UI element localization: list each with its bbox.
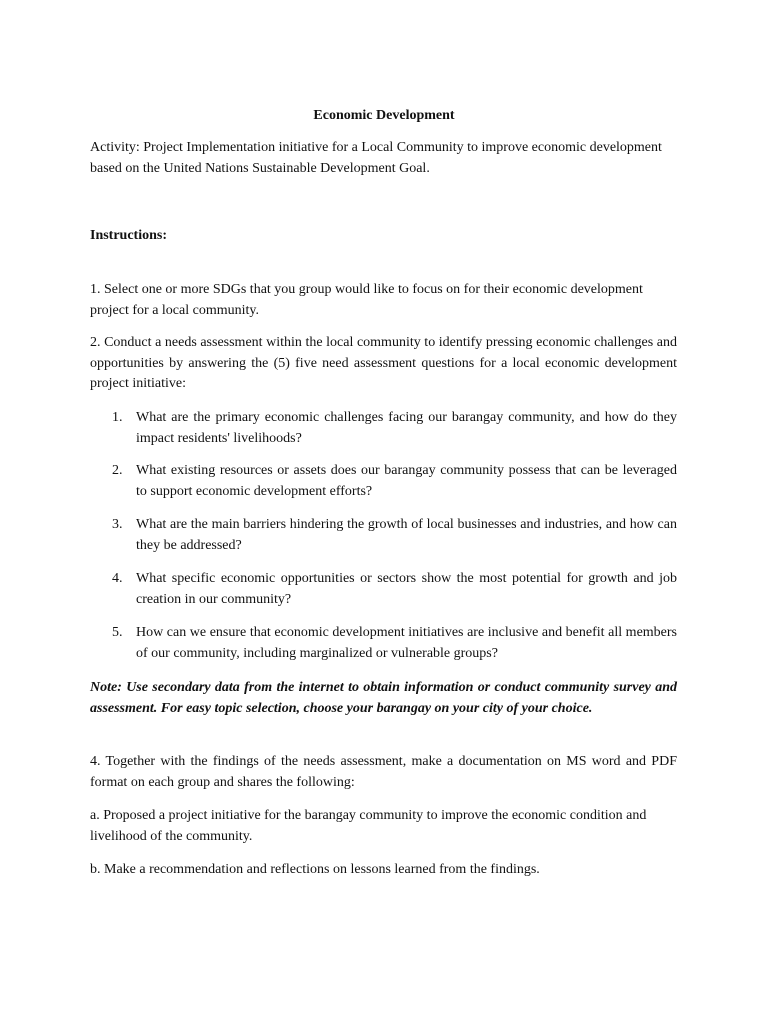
question-text: What are the primary economic challenges facing our barangay community, and how do they impact residents' livelihoods?	[136, 410, 677, 446]
question-item-4	[90, 569, 677, 610]
step-2-paragraph: 2. Conduct a needs assessment within the local community to identify pressing economic challenges and opportunities by answering the (5) five need assessment questions for a local economic development project initiative:	[90, 335, 677, 391]
document-title: Economic Development	[313, 108, 455, 123]
step-4-paragraph: 4. Together with the findings of the needs assessment, make a documentation on MS word and PDF format on each group and shares the following:	[90, 754, 677, 790]
item-b-paragraph: b. Make a recommendation and reflections on lessons learned from the findings.	[90, 862, 540, 877]
question-item-2	[90, 461, 677, 502]
question-number: 5.	[112, 625, 123, 640]
question-text: What existing resources or assets does our barangay community possess that can be leveraged to support economic development efforts?	[136, 463, 677, 499]
question-text: What specific economic opportunities or sectors show the most potential for growth and job creation in our community?	[136, 571, 677, 607]
step-1-paragraph: 1. Select one or more SDGs that you group would like to focus on for their economic development project for a local community.	[90, 282, 643, 318]
question-item-5	[90, 623, 677, 664]
question-item-1	[90, 408, 677, 449]
item-a-paragraph: a. Proposed a project initiative for the barangay community to improve the economic condition and livelihood of the community.	[90, 808, 647, 844]
instructions-heading: Instructions:	[90, 228, 168, 243]
question-number: 2.	[112, 463, 123, 478]
question-text: What are the main barriers hindering the growth of local businesses and industries, and how can they be addressed?	[136, 517, 677, 553]
question-item-3	[90, 515, 677, 556]
question-number: 4.	[112, 571, 123, 586]
question-number: 1.	[112, 410, 123, 425]
question-text: How can we ensure that economic development initiatives are inclusive and benefit all members of our community, including marginalized or vulnerable groups?	[136, 625, 677, 661]
question-number: 3.	[112, 517, 123, 532]
activity-paragraph: Activity: Project Implementation initiative for a Local Community to improve economic development based on the United Nations Sustainable Development Goal.	[90, 140, 662, 176]
note-paragraph: Note: Use secondary data from the internet to obtain information or conduct community survey and assessment. For easy topic selection, choose your barangay on your city of your choice.	[90, 680, 677, 716]
